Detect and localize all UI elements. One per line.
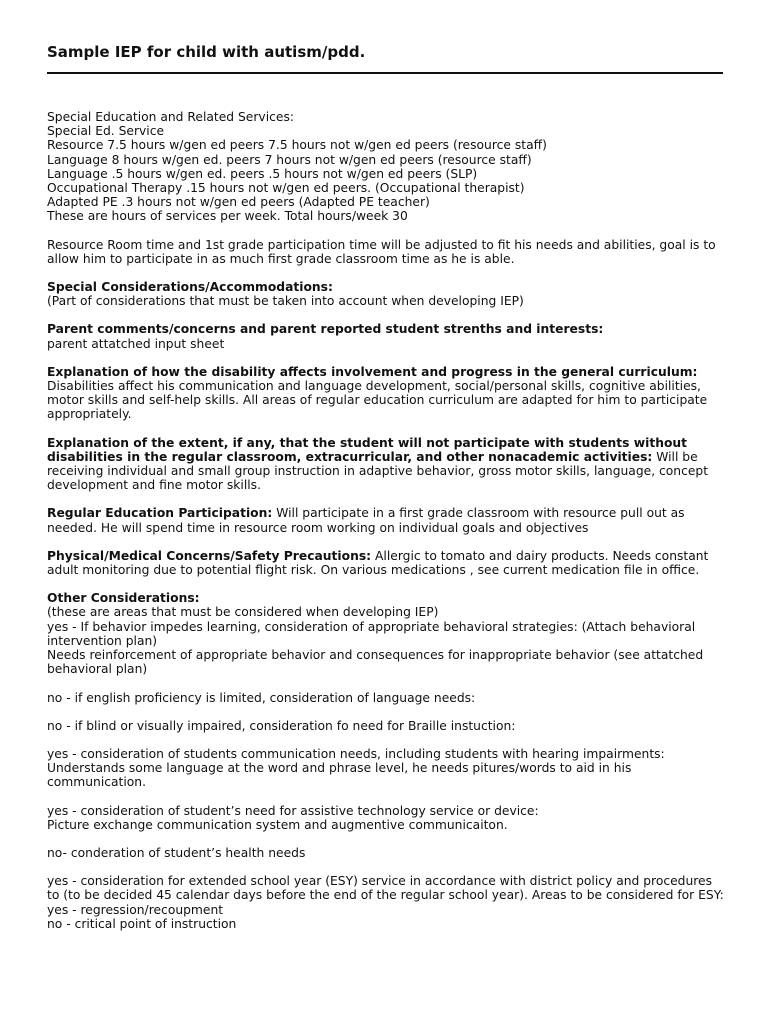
esy-critical-point: no - critical point of instruction [47,916,237,931]
services-section [47,110,724,224]
service-line: Resource 7.5 hours w/gen ed peers 7.5 hours not w/gen ed peers (resource staff) [47,138,547,153]
esy-regression: yes - regression/recoupment [47,902,224,917]
other-considerations-heading: Other Considerations: [47,591,200,606]
assistive-consideration: yes - consideration of student’s need for assistive technology service or device: [47,803,539,818]
regular-education-section [47,506,724,534]
behavior-consideration: yes - If behavior impedes learning, consideration of appropriate behavioral strategies: (Attach behavioral intervention plan) [47,619,696,648]
esy-consideration: yes - consideration for extended school year (ESY) service in accordance with district policy and procedures to (to be decided 45 calendar days before the end of the regular school year). Areas to be considered for ESY: [47,874,724,903]
service-line: Language 8 hours w/gen ed. peers 7 hours not w/gen ed peers (resource staff) [47,152,532,167]
blind-consideration: no - if blind or visually impaired, consideration fo need for Braille instuction: [47,718,516,733]
participation-extent-section [47,436,724,493]
resource-room-text: Resource Room time and 1st grade participation time will be adjusted to fit his needs and abilities, goal is to allow him to participate in as much first grade classroom time as he is able. [47,237,716,266]
service-line: Occupational Therapy .15 hours not w/gen ed peers. (Occupational therapist) [47,181,525,196]
communication-consideration: yes - consideration of students communication needs, including students with hearing impairments: [47,746,665,761]
medical-heading: Physical/Medical Concerns/Safety Precautions: [47,548,372,563]
medical-text: Allergic to tomato and dairy products. Needs constant adult monitoring due to potential flight risk. On various medications , see current medication file in office. [47,548,709,578]
other-considerations-section [47,591,724,676]
participation-extent-heading: Explanation of the extent, if any, that the student will not participate with students without disabilities in the regular classroom, extracurricular, and other nonacademic activities: [47,435,688,464]
regular-education-heading: Regular Education Participation: [47,506,273,521]
document-title: Sample IEP for child with autism/pdd. [47,43,366,61]
medical-section [47,549,724,577]
services-total: These are hours of services per week. Total hours/week 30 [47,209,408,224]
health-consideration-paragraph [47,846,724,860]
regular-education-text: Will participate in a first grade classroom with resource pull out as needed. He will spend time in resource room working on individual goals and objectives [47,506,685,535]
behavior-note: Needs reinforcement of appropriate behavior and consequences for inappropriate behavior (see attatched behavioral plan) [47,648,704,677]
esy-consideration-paragraph [47,874,724,931]
service-line: Adapted PE .3 hours not w/gen ed peers (Adapted PE teacher) [47,195,430,210]
disability-explanation-text: Disabilities affect his communication and language development, social/personal skills, cognitive abilities, motor skills and self-help skills. All areas of regular education curriculum are adapted for him to participate appropriately. [47,379,708,422]
english-consideration: no - if english proficiency is limited, consideration of language needs: [47,690,476,705]
services-heading: Special Education and Related Services: [47,110,294,124]
parent-comments-section [47,322,724,350]
parent-comments-heading: Parent comments/concerns and parent reported student strenths and interests: [47,322,604,337]
health-consideration: no- conderation of student’s health needs [47,845,306,860]
special-considerations-heading: Special Considerations/Accommodations: [47,280,333,295]
service-line: Language .5 hours w/gen ed. peers .5 hours not w/gen ed peers (SLP) [47,166,478,181]
services-subheading: Special Ed. Service [47,124,165,139]
disability-explanation-heading: Explanation of how the disability affects involvement and progress in the general curriculum: [47,364,698,379]
resource-room-paragraph [47,238,724,266]
english-consideration-paragraph [47,691,724,705]
disability-explanation-section [47,365,724,422]
assistive-consideration-paragraph [47,804,724,832]
special-considerations-text: (Part of considerations that must be taken into account when developing IEP) [47,294,524,309]
other-considerations-intro: (these are areas that must be considered when developing IEP) [47,605,439,620]
communication-note: Understands some language at the word and phrase level, he needs pitures/words to aid in his communication. [47,761,632,790]
title-divider [47,72,723,74]
blind-consideration-paragraph [47,719,724,733]
special-considerations-section [47,280,724,308]
assistive-note: Picture exchange communication system and augmentive communicaiton. [47,817,508,832]
participation-extent-text: Will be receiving individual and small group instruction in adaptive behavior, gross motor skills, language, concept development and fine motor skills. [47,449,709,493]
document-body [47,110,724,931]
communication-consideration-paragraph [47,747,724,790]
parent-comments-text: parent attatched input sheet [47,336,225,351]
